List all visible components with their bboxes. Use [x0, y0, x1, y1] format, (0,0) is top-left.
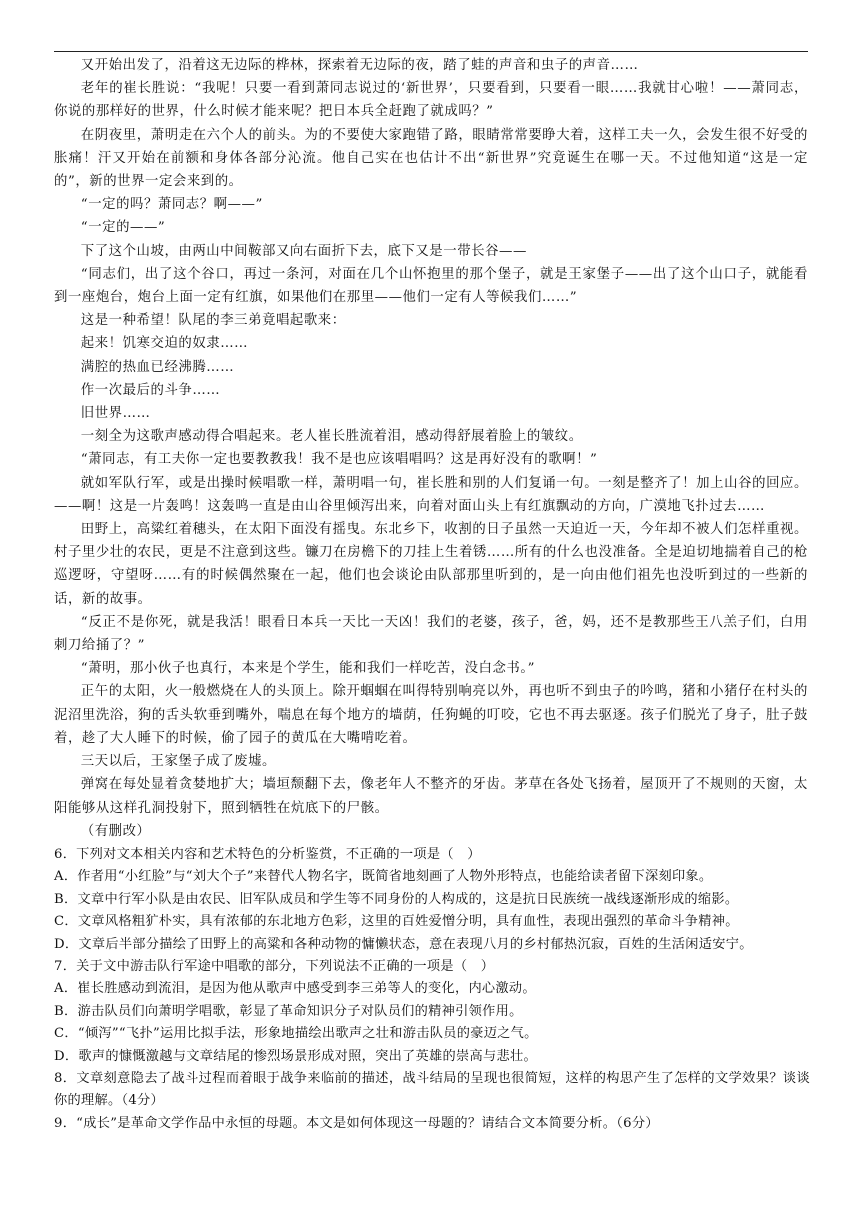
question-6-option-d: D．文章后半部分描绘了田野上的高粱和各种动物的慵懒状态，意在表现八月的乡村郁热沉寂，百姓的生活闲适安宁。: [54, 936, 753, 952]
source-note: （有删改）: [80, 823, 151, 839]
paragraph: 下了这个山坡，由两山中间鞍部又向右面折下去，底下又是一带长谷——: [80, 243, 527, 259]
paragraph: “萧明，那小伙子也真行，本来是个学生，能和我们一样吃苦，没白念书。”: [80, 661, 535, 677]
paragraph: 老年的崔长胜说：“我呢！只要一看到萧同志说过的‘新世界’，只要看到，只要看一眼……我就甘心啦！——萧同志，你说的那样好的世界，什么时候才能来呢？把日本兵全赶跑了就成吗？”: [54, 81, 808, 120]
question-6-option-b: B．文章中行军小队是由农民、旧军队成员和学生等不同身份的人构成的，这是抗日民族统一战线逐渐形成的缩影。: [54, 891, 739, 907]
song-line: 旧世界……: [80, 406, 151, 422]
paragraph: 三天以后，王家堡子成了废墟。: [80, 754, 276, 770]
paragraph: 在阴夜里，萧明走在六个人的前头。为的不要使大家跑错了路，眼睛常常要睁大着，这样工夫一久，会发生很不好受的胀痛！汗又开始在前额和身体各部分沁流。他自己实在也估计不出“新世界”究竟诞生在哪一天。不过他知道“这是一定的”，新的世界一定会来到的。: [54, 127, 808, 190]
paragraph: 就如军队行军，或是出操时候唱歌一样，萧明唱一句，崔长胜和别的人们复诵一句。一刻是整齐了！加上山谷的回应。——啊！这是一片轰鸣！这轰鸣一直是由山谷里倾泻出来，向着对面山头上有红旗飘动的方向，广漠地飞扑过去……: [54, 475, 808, 514]
question-7-option-a: A．崔长胜感动到流泪，是因为他从歌声中感受到李三弟等人的变化，内心激动。: [54, 981, 536, 997]
passage: [54, 54, 808, 843]
paragraph: “一定的——”: [80, 220, 166, 236]
question-7-stem: 7．关于文中游击队行军途中唱歌的部分，下列说法不正确的一项是（ ）: [54, 959, 495, 975]
paragraph: “一定的吗？萧同志？啊——”: [80, 197, 263, 213]
paragraph: 田野上，高粱红着穗头，在太阳下面没有摇曳。东北乡下，收割的日子虽然一天迫近一天，今年却不被人们怎样重视。村子里少壮的农民，更是不注意到这些。镰刀在房檐下的刀挂上生着锈……所有的什么也没准备。全是迫切地揣着自己的枪巡逻呀，守望呀……有的时候偶然聚在一起，他们也会谈论由队部那里听到的，是一向由他们祖先也没听到过的一些新的话，新的故事。: [54, 522, 808, 607]
question-8-stem: 8．文章刻意隐去了战斗过程而着眼于战争来临前的描述，战斗结局的呈现也很简短，这样的构思产生了怎样的文学效果？谈谈你的理解。（4分）: [54, 1071, 810, 1109]
song-line: 满腔的热血已经沸腾……: [80, 359, 235, 375]
question-7-option-c: C．“倾泻”“飞扑”运用比拟手法，形象地描绘出歌声之壮和游击队员的豪迈之气。: [54, 1026, 538, 1042]
paragraph: 一刻全为这歌声感动得合唱起来。老人崔长胜流着泪，感动得舒展着脸上的皱纹。: [80, 429, 583, 445]
question-6-option-a: A．作者用“小红脸”与“刘大个子”来替代人物名字，既简省地刻画了人物外形特点，也能给读者留下深刻印象。: [54, 869, 713, 885]
question-7-option-d: D．歌声的慷慨激越与文章结尾的惨烈场景形成对照，突出了英雄的崇高与悲壮。: [54, 1048, 537, 1064]
question-7-option-b: B．游击队员们向萧明学唱歌，彰显了革命知识分子对队员们的精神引领作用。: [54, 1003, 523, 1019]
questions: [54, 844, 810, 1135]
top-rule: [54, 51, 808, 52]
paragraph: “萧同志，有工夫你一定也要教教我！我不是也应该唱唱吗？这是再好没有的歌啊！”: [80, 452, 598, 468]
paragraph: “同志们，出了这个谷口，再过一条河，对面在几个山怀抱里的那个堡子，就是王家堡子——出了这个山口子，就能看到一座炮台，炮台上面一定有红旗，如果他们在那里——他们一定有人等候我们……”: [54, 266, 808, 306]
question-6-option-c: C．文章风格粗犷朴实，具有浓郁的东北地方色彩，这里的百姓爱憎分明，具有血性，表现出强烈的革命斗争精神。: [54, 914, 739, 930]
question-6-stem: 6．下列对文本相关内容和艺术特色的分析鉴赏，不正确的一项是（ ）: [54, 847, 481, 862]
paragraph: 又开始出发了，沿着这无边际的桦林，探索着无边际的夜，踏了蛙的声音和虫子的声音……: [80, 58, 639, 73]
paragraph: 这是一种希望！队尾的李三弟竟唱起歌来：: [80, 313, 346, 329]
paragraph: “反正不是你死，就是我活！眼看日本兵一天比一天凶！我们的老婆，孩子，爸，妈，还不是教那些王八羔子们，白用刺刀给捅了？”: [54, 614, 808, 654]
song-line: 起来！饥寒交迫的奴隶……: [80, 336, 249, 352]
question-9-stem: 9．“成长”是革命文学作品中永恒的母题。本文是如何体现这一母题的？请结合文本简要分析。（6分）: [54, 1115, 659, 1131]
paragraph: 正午的太阳，火一般燃烧在人的头顶上。除开蝈蝈在叫得特别响亮以外，再也听不到虫子的吟鸣，猪和小猪仔在村头的泥沼里洗浴，狗的舌头软垂到嘴外，喘息在每个地方的墙荫，任狗蝇的叮咬，它也不再去驱逐。孩子们脱光了身子，肚子鼓着，趁了大人睡下的时候，偷了园子的黄瓜在大嘴啃吃着。: [54, 684, 808, 746]
paragraph: 弹窝在每处显着贪婪地扩大；墙垣颓翻下去，像老年人不整齐的牙齿。茅草在各处飞扬着，屋顶开了不规则的天窗，太阳能够从这样孔洞投射下，照到牺牲在炕底下的尸骸。: [54, 777, 808, 816]
song-line: 作一次最后的斗争……: [80, 382, 221, 398]
